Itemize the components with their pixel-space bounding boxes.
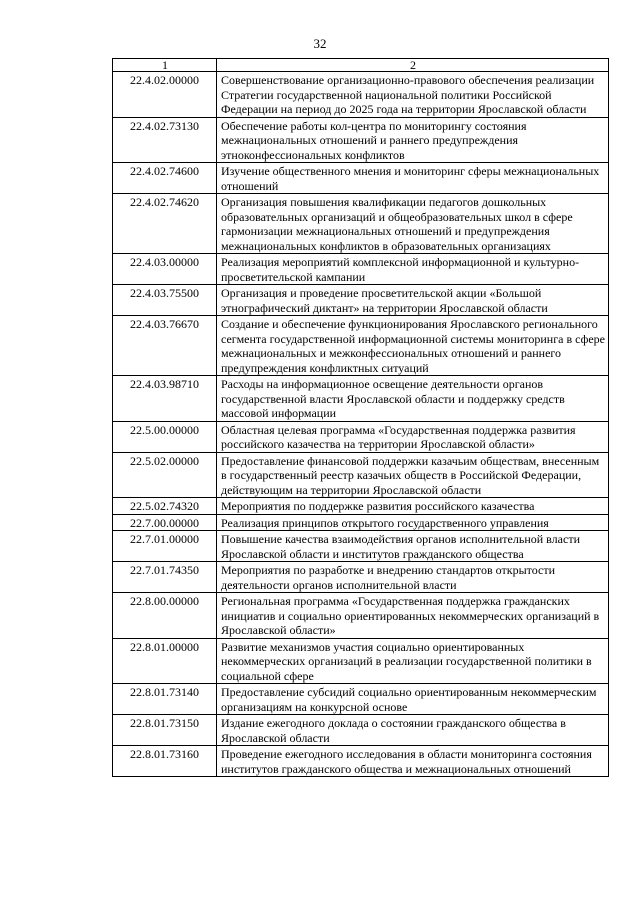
row-description: Мероприятия по разработке и внедрению стандартов открытости деятельности органов исполнительной власти <box>217 562 609 593</box>
row-description: Организация и проведение просветительской акции «Большой этнографический диктант» на территории Ярославской области <box>217 285 609 316</box>
row-description: Изучение общественного мнения и мониторинг сферы межнациональных отношений <box>217 163 609 194</box>
row-code: 22.8.01.73160 <box>113 746 217 777</box>
row-description: Предоставление субсидий социально ориентированным некоммерческим организациям на конкурсной основе <box>217 684 609 715</box>
row-code: 22.4.02.74600 <box>113 163 217 194</box>
row-description: Проведение ежегодного исследования в области мониторинга состояния институтов гражданского общества и межнациональных отношений <box>217 746 609 777</box>
table-row <box>113 684 609 715</box>
table-row <box>113 117 609 163</box>
row-code: 22.4.02.00000 <box>113 72 217 118</box>
row-code: 22.8.01.73140 <box>113 684 217 715</box>
table-row <box>113 498 609 515</box>
table-row <box>113 593 609 639</box>
row-description: Повышение качества взаимодействия органов исполнительной власти Ярославской области и институтов гражданского общества <box>217 531 609 562</box>
table-row <box>113 421 609 452</box>
page-number: 32 <box>313 36 327 51</box>
row-code: 22.4.02.73130 <box>113 117 217 163</box>
row-description: Совершенствование организационно-правового обеспечения реализации Стратегии государственной национальной политики Российской Федерации на период до 2025 года на территории Ярославской области <box>217 72 609 118</box>
row-description: Региональная программа «Государственная поддержка гражданских инициатив и социально ориентированных некоммерческих организаций в Ярославской области» <box>217 593 609 639</box>
row-description: Мероприятия по поддержке развития российского казачества <box>217 498 609 515</box>
row-code: 22.4.02.74620 <box>113 194 217 254</box>
table-row <box>113 514 609 531</box>
table-row <box>113 638 609 684</box>
row-code: 22.4.03.76670 <box>113 316 217 376</box>
row-description: Предоставление финансовой поддержки казачьим обществам, внесенным в государственный реестр казачьих обществ в Российской Федерации, действующим на территории Ярославской области <box>217 452 609 498</box>
table-row <box>113 715 609 746</box>
table-row <box>113 254 609 285</box>
row-code: 22.7.01.00000 <box>113 531 217 562</box>
table-body <box>113 72 609 777</box>
row-description: Издание ежегодного доклада о состоянии гражданского общества в Ярославской области <box>217 715 609 746</box>
table-row <box>113 531 609 562</box>
row-code: 22.7.00.00000 <box>113 514 217 531</box>
row-description: Обеспечение работы кол-центра по мониторингу состояния межнациональных отношений и раннего предупреждения этноконфессиональных конфликтов <box>217 117 609 163</box>
row-description: Реализация принципов открытого государственного управления <box>217 514 609 531</box>
row-description: Областная целевая программа «Государственная поддержка развития российского казачества на территории Ярославской области» <box>217 421 609 452</box>
row-code: 22.4.03.00000 <box>113 254 217 285</box>
row-description: Создание и обеспечение функционирования Ярославского регионального сегмента государственной информационной системы мониторинга в сфере межнациональных и межконфессиональных отношений и раннего предупреждения конфликтных ситуаций <box>217 316 609 376</box>
row-code: 22.5.00.00000 <box>113 421 217 452</box>
row-code: 22.5.02.74320 <box>113 498 217 515</box>
row-code: 22.4.03.98710 <box>113 376 217 422</box>
table-row <box>113 194 609 254</box>
row-code: 22.8.00.00000 <box>113 593 217 639</box>
column-header-code: 1 <box>113 59 217 72</box>
column-header-description: 2 <box>217 59 609 72</box>
row-code: 22.7.01.74350 <box>113 562 217 593</box>
table-row <box>113 746 609 777</box>
table-header-row <box>113 59 609 72</box>
row-description: Реализация мероприятий комплексной информационной и культурно-просветительской кампании <box>217 254 609 285</box>
row-code: 22.8.01.73150 <box>113 715 217 746</box>
row-description: Расходы на информационное освещение деятельности органов государственной власти Ярославской области и поддержку средств массовой информации <box>217 376 609 422</box>
table-row <box>113 163 609 194</box>
table-row <box>113 285 609 316</box>
row-code: 22.5.02.00000 <box>113 452 217 498</box>
table-row <box>113 72 609 118</box>
row-code: 22.8.01.00000 <box>113 638 217 684</box>
budget-classification-table <box>112 58 609 777</box>
row-description: Развитие механизмов участия социально ориентированных некоммерческих организаций в реализации государственной политики в социальной сфере <box>217 638 609 684</box>
table-row <box>113 452 609 498</box>
table-row <box>113 562 609 593</box>
row-code: 22.4.03.75500 <box>113 285 217 316</box>
table-row <box>113 316 609 376</box>
row-description: Организация повышения квалификации педагогов дошкольных образовательных организаций и общеобразовательных школ в сфере гармонизации межнациональных отношений и предупреждения межнациональных конфликтов в образовательных организациях <box>217 194 609 254</box>
table-row <box>113 376 609 422</box>
